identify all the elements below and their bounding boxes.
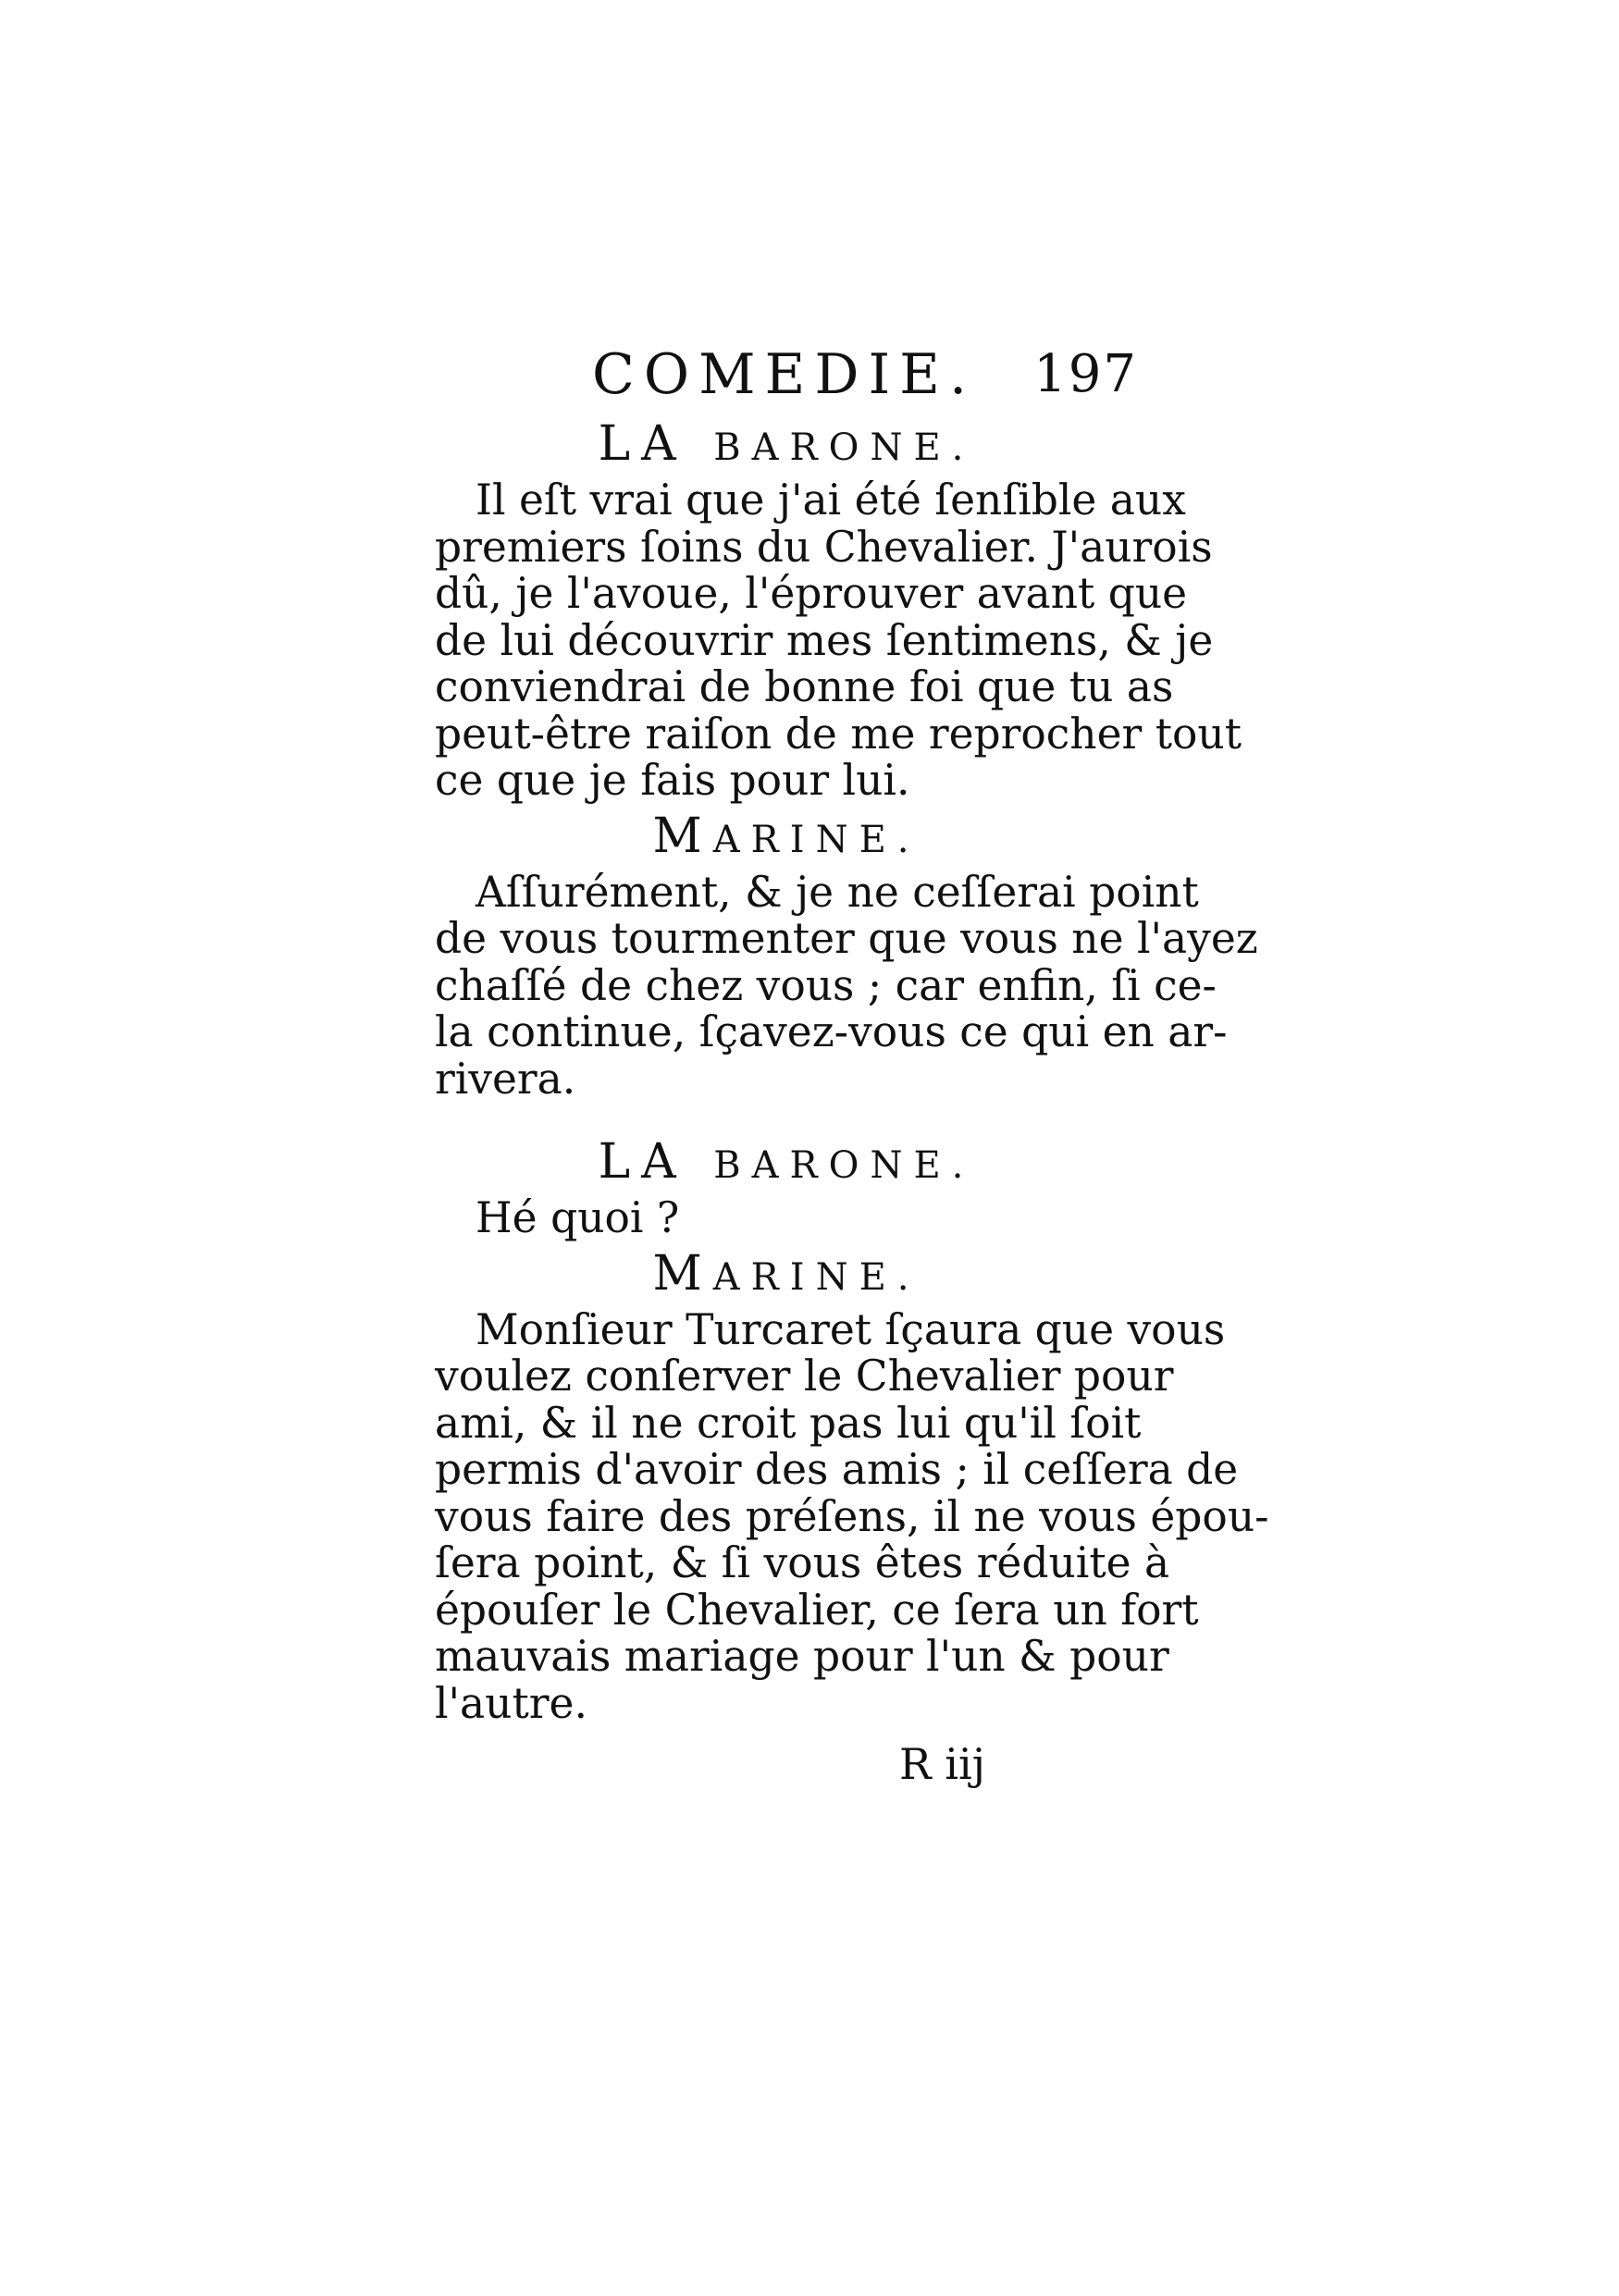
text-line: ce que je fais pour lui. bbox=[435, 756, 910, 805]
speaker-heading bbox=[435, 416, 1138, 475]
speaker-initial: LA bbox=[598, 416, 714, 472]
signature-mark: R iij bbox=[899, 1739, 985, 1789]
text-line: de lui découvrir mes ſentimens, & je bbox=[435, 615, 1214, 665]
speaker-name: BARONE. bbox=[713, 1144, 975, 1187]
text-line: Il eſt vrai que j'ai été ſenſible aux bbox=[476, 475, 1186, 525]
running-head bbox=[435, 342, 1138, 407]
text-line: rivera. bbox=[435, 1054, 576, 1104]
text-line: Aſſurément, & je ne ceſſerai point bbox=[476, 867, 1199, 917]
text-line: permis d'avoir des amis ; il ceſſera de bbox=[435, 1445, 1239, 1494]
running-title: COMEDIE. bbox=[592, 342, 977, 407]
speaker-heading bbox=[435, 1246, 1138, 1305]
text-line: voulez conſerver le Chevalier pour bbox=[435, 1352, 1174, 1401]
speech-paragraph bbox=[435, 475, 1242, 805]
speaker-initial: M bbox=[652, 808, 713, 864]
text-line: chaſſé de chez vous ; car enfin, ſi ce- bbox=[435, 960, 1217, 1010]
speech-paragraph bbox=[435, 867, 1258, 1104]
spacer bbox=[435, 1103, 1138, 1130]
speaker-heading bbox=[435, 1134, 1138, 1193]
text-line: dû, je l'avoue, l'éprouver avant que bbox=[435, 569, 1188, 618]
text-line: peut-être raiſon de me reprocher tout bbox=[435, 709, 1242, 759]
page-number: 197 bbox=[1033, 344, 1138, 404]
text-line: l'autre. bbox=[435, 1678, 587, 1728]
text-line: vous faire des préſens, il ne vous épou- bbox=[435, 1491, 1269, 1541]
text-line: ſera point, & ſi vous êtes réduite à bbox=[435, 1538, 1170, 1587]
speaker-initial: M bbox=[652, 1245, 713, 1302]
text-line: la continue, ſçavez-vous ce qui en ar- bbox=[435, 1007, 1228, 1056]
speaker-name: ARINE. bbox=[712, 818, 921, 861]
text-line: Monſieur Turcaret ſçaura que vous bbox=[476, 1304, 1226, 1354]
speech-paragraph bbox=[435, 1304, 1269, 1728]
speaker-name: BARONE. bbox=[713, 426, 975, 469]
speech-paragraph bbox=[435, 1195, 1138, 1242]
text-line: ami, & il ne croit pas lui qu'il ſoit bbox=[435, 1398, 1142, 1448]
text-line: épouſer le Chevalier, ce ſera un fort bbox=[435, 1585, 1199, 1635]
text-line: Hé quoi ? bbox=[476, 1193, 680, 1242]
speaker-initial: LA bbox=[598, 1134, 714, 1190]
text-line: de vous tourmenter que vous ne l'ayez bbox=[435, 914, 1258, 963]
speaker-name: ARINE. bbox=[712, 1255, 921, 1299]
text-line: conviendrai de bonne foi que tu as bbox=[435, 662, 1174, 711]
text-line: mauvais mariage pour l'un & pour bbox=[435, 1632, 1169, 1681]
text-line: premiers ſoins du Chevalier. J'aurois bbox=[435, 522, 1213, 572]
speaker-heading bbox=[435, 809, 1138, 868]
book-page bbox=[435, 342, 1269, 1792]
